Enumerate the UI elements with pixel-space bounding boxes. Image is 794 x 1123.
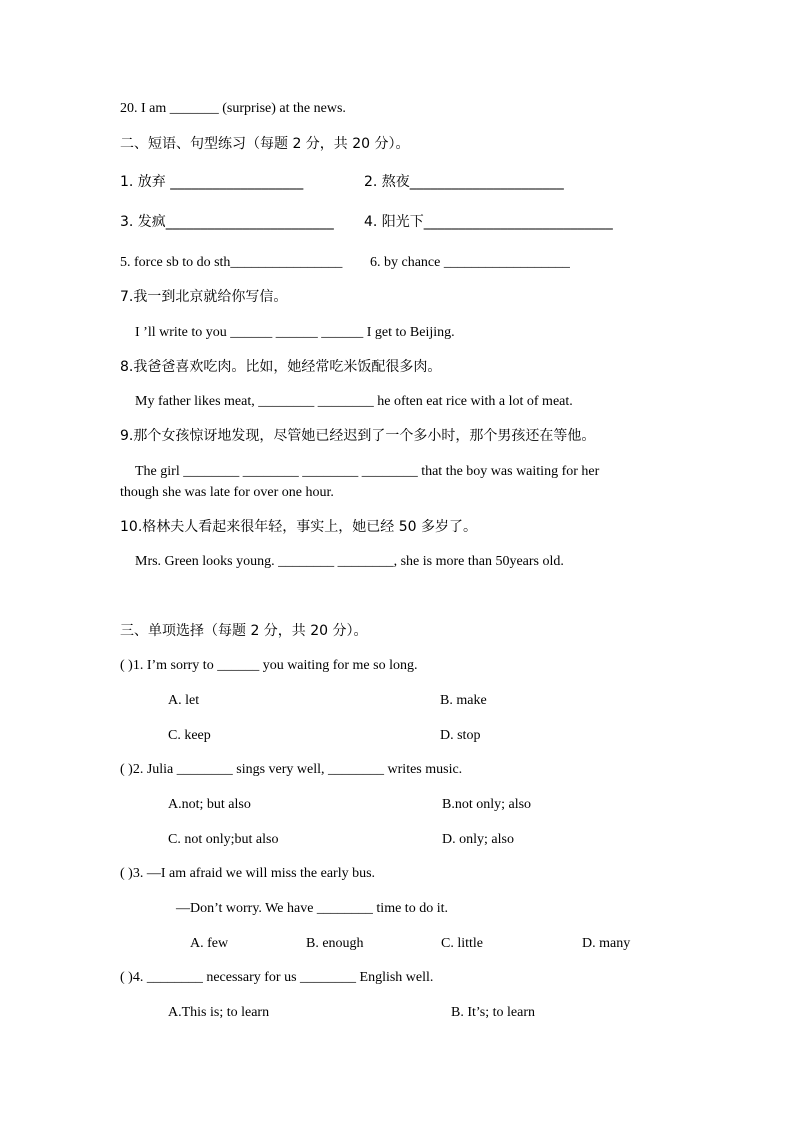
mc-2-option-d: D. only; also: [442, 832, 514, 847]
mc-2-option-c: C. not only;but also: [168, 832, 279, 847]
mc-1-option-c: C. keep: [168, 728, 211, 743]
sentence-9-blank: The girl ________ ________ ________ ________ that the boy was waiting for her: [135, 464, 600, 479]
section-2-heading: 二、短语、句型练习（每题 2 分，共 20 分）。: [120, 136, 410, 152]
mc-1-option-a: A. let: [168, 693, 200, 708]
mc-3-option-a: A. few: [190, 936, 229, 951]
mc-1-option-d: D. stop: [440, 728, 481, 743]
mc-question-3: ( )3. —I am afraid we will miss the early bus.: [120, 866, 376, 881]
mc-1-option-b: B. make: [440, 693, 487, 708]
sentence-7-prompt: 7.我一到北京就给你写信。: [120, 289, 288, 305]
sentence-10-blank: Mrs. Green looks young. ________ ________, she is more than 50years old.: [135, 554, 564, 569]
mc-question-4: ( )4. ________ necessary for us ________ English well.: [120, 970, 434, 985]
question-20: 20. I am _______ (surprise) at the news.: [120, 101, 346, 116]
sentence-8-prompt: 8.我爸爸喜欢吃肉。比如，她经常吃米饭配很多肉。: [120, 359, 442, 375]
sentence-7-blank: I ’ll write to you ______ ______ ______ I get to Beijing.: [135, 325, 455, 340]
mc-4-option-a: A.This is; to learn: [168, 1005, 270, 1020]
sentence-10-prompt: 10.格林夫人看起来很年轻，事实上，她已经 50 多岁了。: [120, 519, 477, 535]
phrase-2: 2. 熬夜______________________: [364, 174, 564, 190]
mc-3-option-d: D. many: [582, 936, 631, 951]
sentence-8-blank: My father likes meat, ________ ________ he often eat rice with a lot of meat.: [135, 394, 573, 409]
mc-4-option-b: B. It’s; to learn: [451, 1005, 535, 1020]
mc-question-1: ( )1. I’m sorry to ______ you waiting for me so long.: [120, 658, 418, 673]
phrase-1: 1. 放弃 ___________________: [120, 174, 304, 190]
sentence-9-continued: though she was late for over one hour.: [120, 485, 334, 500]
phrase-4: 4. 阳光下___________________________: [364, 214, 613, 230]
mc-2-option-a: A.not; but also: [168, 797, 251, 812]
mc-3-option-c: C. little: [441, 936, 483, 951]
mc-3-option-b: B. enough: [306, 936, 364, 951]
mc-2-option-b: B.not only; also: [442, 797, 532, 812]
phrase-3: 3. 发疯________________________: [120, 214, 334, 230]
phrase-5: 5. force sb to do sth________________: [120, 255, 343, 270]
mc-3-response: —Don’t worry. We have ________ time to do it.: [176, 901, 448, 916]
section-3-heading: 三、单项选择（每题 2 分，共 20 分）。: [120, 623, 368, 639]
sentence-9-prompt: 9.那个女孩惊讶地发现，尽管她已经迟到了一个多小时，那个男孩还在等他。: [120, 428, 596, 444]
phrase-6: 6. by chance __________________: [370, 255, 570, 270]
mc-question-2: ( )2. Julia ________ sings very well, ________ writes music.: [120, 762, 463, 777]
